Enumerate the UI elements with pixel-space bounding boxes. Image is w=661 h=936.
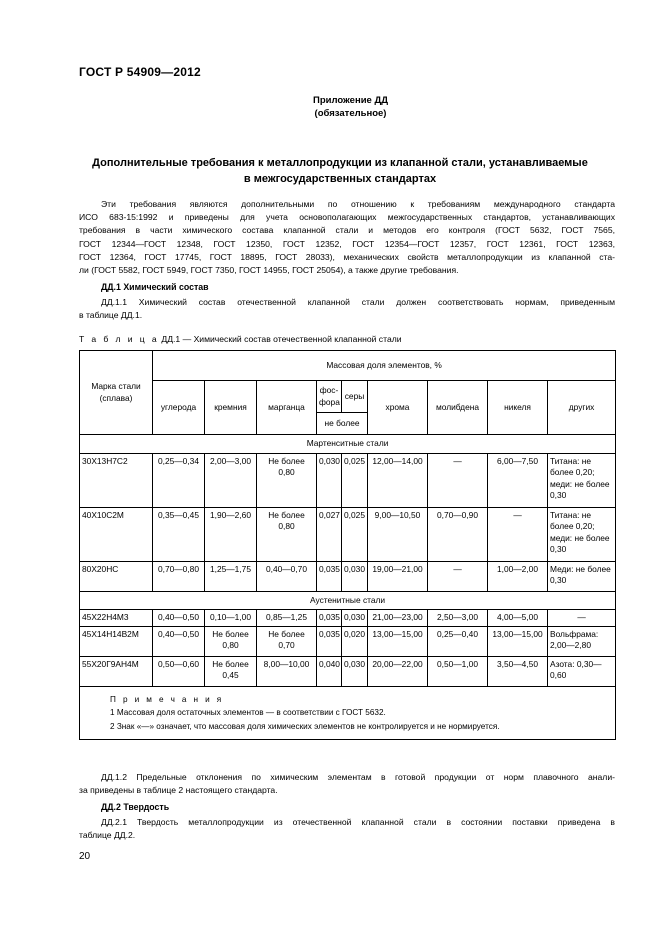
cell-si: 2,00—3,00 (205, 453, 257, 507)
table-row (80, 610, 616, 627)
cell-cr: 21,00—23,00 (368, 610, 428, 627)
page-number: 20 (79, 851, 91, 862)
header-silicon: кремния (205, 381, 257, 435)
intro-paragraph (79, 198, 615, 277)
header-carbon: углерода (153, 381, 205, 435)
clause-dd-1-2 (79, 771, 615, 797)
cell-grade: 55Х20Г9АН4М (80, 656, 153, 686)
table-row (80, 507, 616, 561)
clause-line: в таблице ДД.1. (79, 310, 143, 321)
cell-s: 0,030 (342, 561, 368, 591)
group-martensitic: Мартенситные стали (80, 435, 616, 454)
clause-line: ДД.2.1 Твердость металлопродукции из отечественной клапанной стали в состоянии поставки приведена в (101, 817, 615, 827)
cell-s: 0,030 (342, 610, 368, 627)
cell-cr: 13,00—15,00 (368, 626, 428, 656)
note-1: 1 Массовая доля остаточных элементов — в соответствии с ГОСТ 5632. (110, 708, 386, 717)
cell-ni: 4,00—5,00 (488, 610, 548, 627)
cell-s: 0,025 (342, 507, 368, 561)
cell-si: 1,90—2,60 (205, 507, 257, 561)
standard-header: ГОСТ Р 54909—2012 (79, 65, 201, 79)
appendix-title: Приложение ДД (313, 95, 388, 106)
heading-line-1: Дополнительные требования к металлопродукции из клапанной стали, устанавливаемые (92, 157, 588, 169)
cell-ni: 3,50—4,50 (488, 656, 548, 686)
table-row (80, 626, 616, 656)
header-phosphorus: фос-фора (317, 381, 342, 413)
cell-ni: 1,00—2,00 (488, 561, 548, 591)
cell-mn: Не более 0,70 (257, 626, 317, 656)
table-notes (80, 686, 616, 740)
clause-dd-1-1 (79, 296, 615, 322)
cell-p: 0,035 (317, 626, 342, 656)
cell-p: 0,035 (317, 561, 342, 591)
cell-grade: 40Х10С2М (80, 507, 153, 561)
appendix-heading (80, 155, 600, 187)
header-chromium: хрома (368, 381, 428, 435)
cell-other: Вольфрама: 2,00—2,80 (548, 626, 616, 656)
cell-ni: 13,00—15,00 (488, 626, 548, 656)
cell-si: Не более 0,45 (205, 656, 257, 686)
cell-ni: — (488, 507, 548, 561)
intro-line: ИСО 683-15:1992 и приведены для учета основополагающих межгосударственных стандартов, устанавливающих (79, 212, 615, 223)
clause-line: таблице ДД.2. (79, 830, 136, 841)
cell-other: — (548, 610, 616, 627)
cell-mn: Не более 0,80 (257, 507, 317, 561)
header-grade: Марка стали (сплава) (80, 351, 153, 435)
cell-mo: — (428, 561, 488, 591)
cell-grade: 30Х13Н7С2 (80, 453, 153, 507)
header-manganese: марганца (257, 381, 317, 435)
header-sulfur: серы (342, 381, 368, 413)
cell-mo: 0,25—0,40 (428, 626, 488, 656)
header-others: других (548, 381, 616, 435)
cell-other: Титана: не более 0,20; меди: не более 0,30 (548, 507, 616, 561)
cell-p: 0,035 (317, 610, 342, 627)
header-mass-fraction: Массовая доля элементов, % (153, 351, 616, 381)
clause-line: за приведены в таблице 2 настоящего стандарта. (79, 785, 278, 796)
cell-si: 1,25—1,75 (205, 561, 257, 591)
cell-c: 0,35—0,45 (153, 507, 205, 561)
cell-p: 0,030 (317, 453, 342, 507)
cell-c: 0,40—0,50 (153, 610, 205, 627)
cell-mo: 2,50—3,00 (428, 610, 488, 627)
cell-other: Меди: не более 0,30 (548, 561, 616, 591)
intro-line: ли (ГОСТ 5582, ГОСТ 5949, ГОСТ 7350, ГОСТ 14955, ГОСТ 25054), а также другие требования. (79, 265, 459, 276)
cell-s: 0,030 (342, 656, 368, 686)
table-row (80, 656, 616, 686)
cell-si: 0,10—1,00 (205, 610, 257, 627)
cell-grade: 80Х20НС (80, 561, 153, 591)
intro-line: ГОСТ 12344—ГОСТ 12348, ГОСТ 12350, ГОСТ 12352, ГОСТ 12354—ГОСТ 12357, ГОСТ 12361, ГОСТ 12363, (79, 238, 615, 249)
appendix-status: (обязательное) (314, 108, 387, 119)
chemical-composition-table (79, 350, 616, 740)
cell-p: 0,040 (317, 656, 342, 686)
cell-cr: 19,00—21,00 (368, 561, 428, 591)
cell-mn: Не более 0,80 (257, 453, 317, 507)
cell-c: 0,25—0,34 (153, 453, 205, 507)
section-title-hardness: ДД.2 Твердость (101, 802, 170, 812)
cell-c: 0,50—0,60 (153, 656, 205, 686)
cell-mo: 0,70—0,90 (428, 507, 488, 561)
table-row (80, 453, 616, 507)
header-molybdenum: молибдена (428, 381, 488, 435)
clause-dd-2-1 (79, 816, 615, 842)
clause-line: ДД.1.1 Химический состав отечественной клапанной стали должен соответствовать нормам, приведенным (101, 297, 615, 307)
header-not-more: не более (317, 413, 368, 435)
cell-c: 0,70—0,80 (153, 561, 205, 591)
table-caption-text: ДД.1 — Химический состав отечественной клапанной стали (159, 334, 402, 344)
cell-s: 0,025 (342, 453, 368, 507)
cell-grade: 45Х14Н14В2М (80, 626, 153, 656)
cell-c: 0,40—0,50 (153, 626, 205, 656)
table-row (80, 561, 616, 591)
section-title-chemical: ДД.1 Химический состав (101, 282, 209, 292)
cell-mo: — (428, 453, 488, 507)
cell-cr: 9,00—10,50 (368, 507, 428, 561)
table-caption-label: Т а б л и ц а (79, 334, 159, 344)
cell-mn: 0,85—1,25 (257, 610, 317, 627)
cell-p: 0,027 (317, 507, 342, 561)
cell-s: 0,020 (342, 626, 368, 656)
header-nickel: никеля (488, 381, 548, 435)
cell-mn: 8,00—10,00 (257, 656, 317, 686)
cell-mo: 0,50—1,00 (428, 656, 488, 686)
cell-mn: 0,40—0,70 (257, 561, 317, 591)
cell-si: Не более 0,80 (205, 626, 257, 656)
group-austenitic: Аустенитные стали (80, 591, 616, 610)
intro-line: требования в части химического состава клапанной стали и методов его контроля (ГОСТ 5632, ГОСТ 7565, (79, 225, 615, 236)
cell-other: Азота: 0,30—0,60 (548, 656, 616, 686)
note-2: 2 Знак «—» означает, что массовая доля химических элементов не контролируется и не нормируется. (110, 721, 500, 731)
clause-line: ДД.1.2 Предельные отклонения по химическим элементам в готовой продукции от норм плавочного анали- (101, 772, 615, 782)
cell-cr: 20,00—22,00 (368, 656, 428, 686)
cell-cr: 12,00—14,00 (368, 453, 428, 507)
cell-other: Титана: не более 0,20; меди: не более 0,30 (548, 453, 616, 507)
intro-line: Эти требования являются дополнительными по отношению к требованиям международного стандарта (101, 199, 615, 209)
notes-title: П р и м е ч а н и я (110, 694, 224, 704)
heading-line-2: в межгосударственных стандартах (243, 173, 437, 185)
cell-grade: 45Х22Н4М3 (80, 610, 153, 627)
table-caption (79, 334, 402, 344)
cell-ni: 6,00—7,50 (488, 453, 548, 507)
intro-line: ГОСТ 12364, ГОСТ 17745, ГОСТ 18895, ГОСТ 28033), механических свойств металлопродукции из клапанной ста- (79, 251, 615, 262)
